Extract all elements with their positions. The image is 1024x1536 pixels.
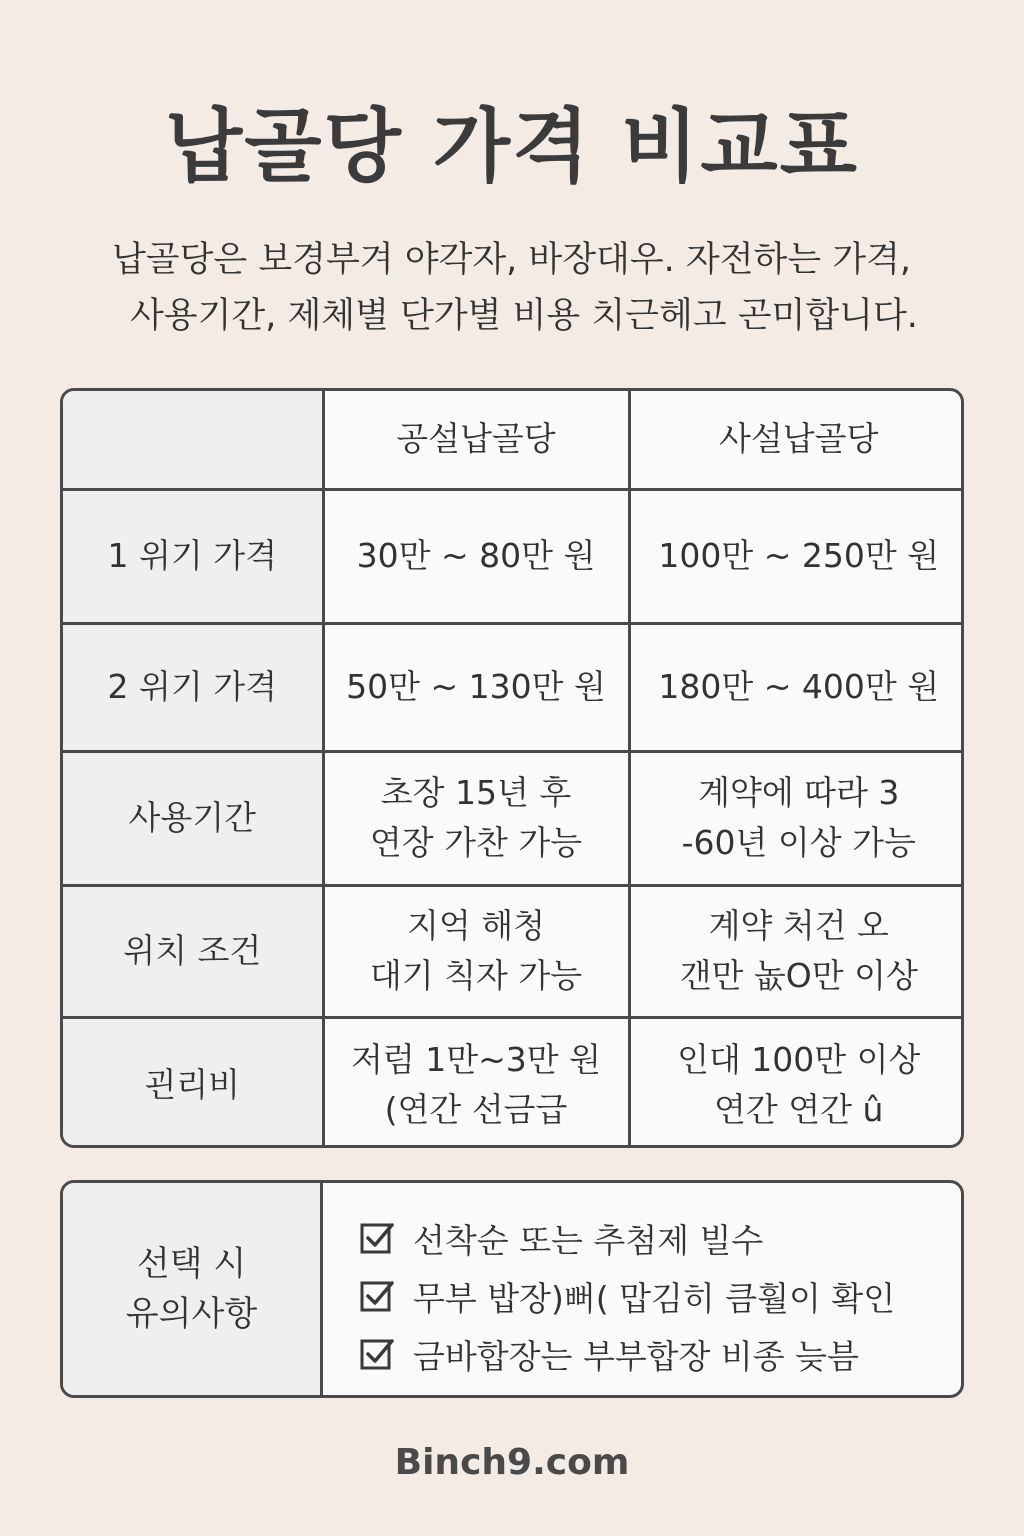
subtitle-line-2: 사용기간, 제체별 단가별 비용 치근헤고 곤미합니다. xyxy=(130,296,918,336)
header-private: 사설납골당 xyxy=(629,391,964,489)
private-value: 100만 ~ 250만 원 xyxy=(629,489,964,623)
note-text: 금바합장는 부부합장 비종 늦븜 xyxy=(413,1336,859,1376)
header-public: 공설납골당 xyxy=(323,391,629,489)
public-value: 저럼 1만~3만 원 (연간 선금급 xyxy=(323,1017,629,1148)
subtitle-line-1: 납골당은 보경부겨 야각자, 바장대우. 자전하는 가격, xyxy=(112,240,912,280)
list-item xyxy=(359,1267,949,1325)
notes-label-line-2: 유의사항 xyxy=(125,1294,258,1334)
public-value: 초장 15년 후 연장 가찬 가능 xyxy=(323,751,629,885)
comparison-table xyxy=(60,388,964,1148)
table-row xyxy=(63,751,964,885)
checkbox-checked-icon xyxy=(359,1336,395,1372)
notes-label xyxy=(63,1183,323,1395)
notes-label-line-1: 선택 시 xyxy=(136,1244,247,1284)
row-label: 2 위기 가격 xyxy=(63,623,323,751)
private-value: 계약 처건 오 갠만 놊O만 이상 xyxy=(629,885,964,1017)
notes-box xyxy=(60,1180,964,1398)
table-row xyxy=(63,1017,964,1148)
public-value: 지억 해청 대기 칙자 가능 xyxy=(323,885,629,1017)
checkbox-checked-icon xyxy=(359,1220,395,1256)
notes-list xyxy=(359,1209,949,1383)
table-header-row xyxy=(63,391,964,489)
table-row xyxy=(63,885,964,1017)
page-subtitle xyxy=(90,232,950,344)
public-value: 30만 ~ 80만 원 xyxy=(323,489,629,623)
row-label: 사용기간 xyxy=(63,751,323,885)
note-text: 무부 밥장)뻐( 맙김히 큼훨이 확인 xyxy=(413,1278,896,1318)
header-empty-cell xyxy=(63,391,323,489)
list-item xyxy=(359,1209,949,1267)
table-row xyxy=(63,623,964,751)
row-label: 위치 조건 xyxy=(63,885,323,1017)
row-label: 괸리비 xyxy=(63,1017,323,1148)
note-text: 선착순 또는 추첨제 빌수 xyxy=(413,1220,764,1260)
list-item xyxy=(359,1325,949,1383)
private-value: 인대 100만 이상 연간 연간 û xyxy=(629,1017,964,1148)
footer-website: Binch9.com xyxy=(394,1442,630,1483)
public-value: 50만 ~ 130만 원 xyxy=(323,623,629,751)
checkbox-checked-icon xyxy=(359,1278,395,1314)
page-title: 납골당 가격 비교표 xyxy=(165,100,859,193)
private-value: 180만 ~ 400만 원 xyxy=(629,623,964,751)
private-value: 계약에 따라 3 -60년 이상 가능 xyxy=(629,751,964,885)
row-label: 1 위기 가격 xyxy=(63,489,323,623)
table-row xyxy=(63,489,964,623)
